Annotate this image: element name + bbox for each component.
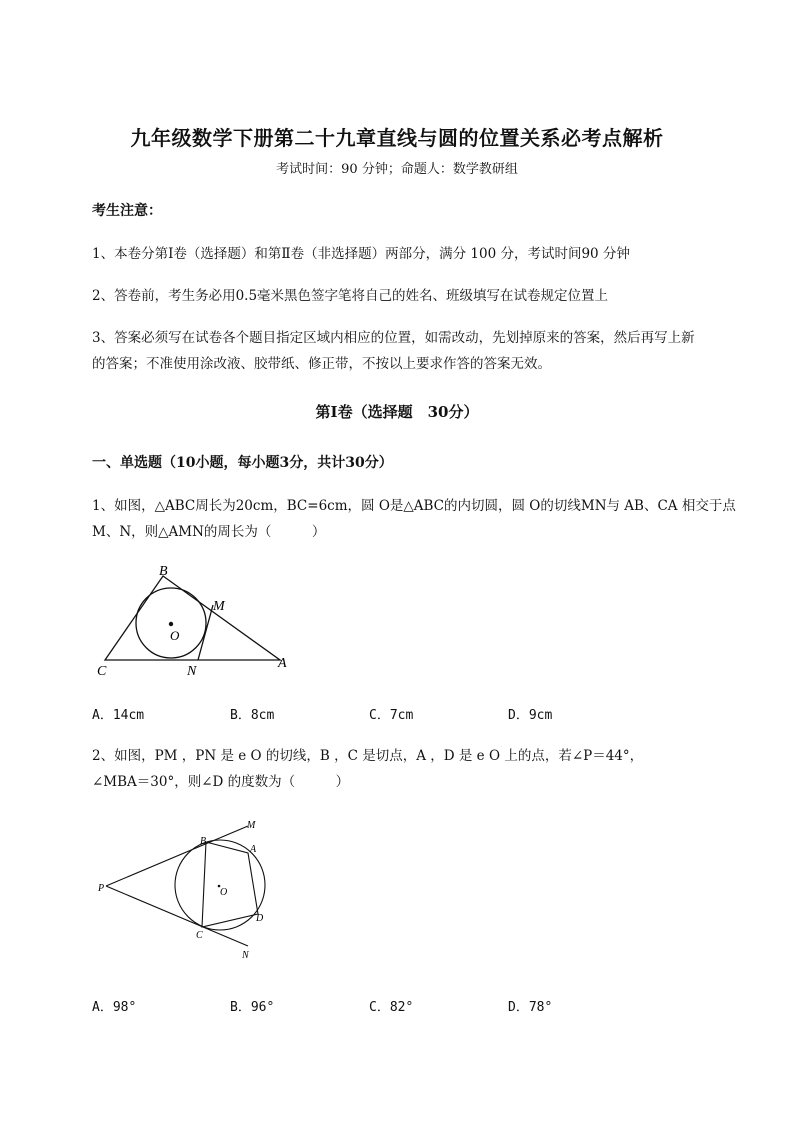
label-a: A [250, 844, 257, 855]
q1-text-line1: 1、如图，△ABC周长为20cm，BC=6cm，圆 O是△ABC的内切圆，圆 O的切线MN与 AB、CA 相交于点 [92, 498, 736, 514]
notice-item-3-cont: 的答案；不准使用涂改液、胶带纸、修正带，不按以上要求作答的答案无效。 [92, 356, 551, 372]
label-c: C [97, 664, 107, 679]
label-n: N [187, 664, 197, 679]
triangle-abc [105, 576, 280, 660]
q1-figure [90, 560, 300, 680]
tangent-mn [198, 605, 213, 660]
label-n: N [242, 950, 249, 961]
label-b: B [200, 836, 207, 847]
notice-item-3: 3、答案必须写在试卷各个题目指定区域内相应的位置，如需改动，先划掉原来的答案，然后再写上新 [92, 330, 695, 346]
label-m: M [213, 599, 225, 614]
q2-figure [90, 810, 290, 970]
label-d: D [256, 913, 264, 924]
q2-option-c: C．82° [369, 1000, 414, 1015]
label-b: B [159, 564, 168, 579]
label-c: C [196, 930, 203, 941]
notice-heading: 考生注意： [92, 203, 162, 219]
q2-text-line1: 2、如图，PM ，PN 是 e O 的切线，B ，C 是切点，A ，D 是 e O 上的点，若∠P＝44°， [92, 748, 644, 764]
q2-option-a: A．98° [92, 1000, 137, 1015]
q1-option-a: A．14cm [92, 708, 145, 723]
center-point-o [169, 622, 173, 626]
q2-option-d: D．78° [508, 1000, 553, 1015]
label-p: P [98, 883, 105, 894]
q2-text-line2: ∠MBA＝30°，则∠D 的度数为（ ） [92, 774, 350, 790]
section-heading: 一、单选题（10小题，每小题3分，共计30分） [92, 455, 393, 471]
part1-title: 第Ⅰ卷（选择题 30分） [315, 403, 479, 421]
label-a: A [278, 656, 287, 671]
q1-option-c: C．7cm [369, 708, 414, 723]
q2-option-b: B．96° [230, 1000, 275, 1015]
q1-option-d: D．9cm [508, 708, 553, 723]
notice-item-2: 2、答卷前，考生务必用0.5毫米黑色签字笔将自己的姓名、班级填写在试卷规定位置上 [92, 288, 609, 304]
exam-info: 考试时间：90 分钟；命题人：数学教研组 [276, 162, 518, 177]
label-m: M [247, 820, 256, 831]
q1-text-line2: M、N，则△AMN的周长为（ ） [92, 524, 326, 540]
label-o: O [170, 628, 180, 643]
tangent-pm [106, 826, 248, 886]
notice-item-1: 1、本卷分第Ⅰ卷（选择题）和第Ⅱ卷（非选择题）两部分，满分 100 分，考试时间90 分钟 [92, 246, 630, 262]
page-title: 九年级数学下册第二十九章直线与圆的位置关系必考点解析 [130, 126, 664, 150]
q1-option-b: B．8cm [230, 708, 275, 723]
label-o: O [220, 887, 228, 898]
